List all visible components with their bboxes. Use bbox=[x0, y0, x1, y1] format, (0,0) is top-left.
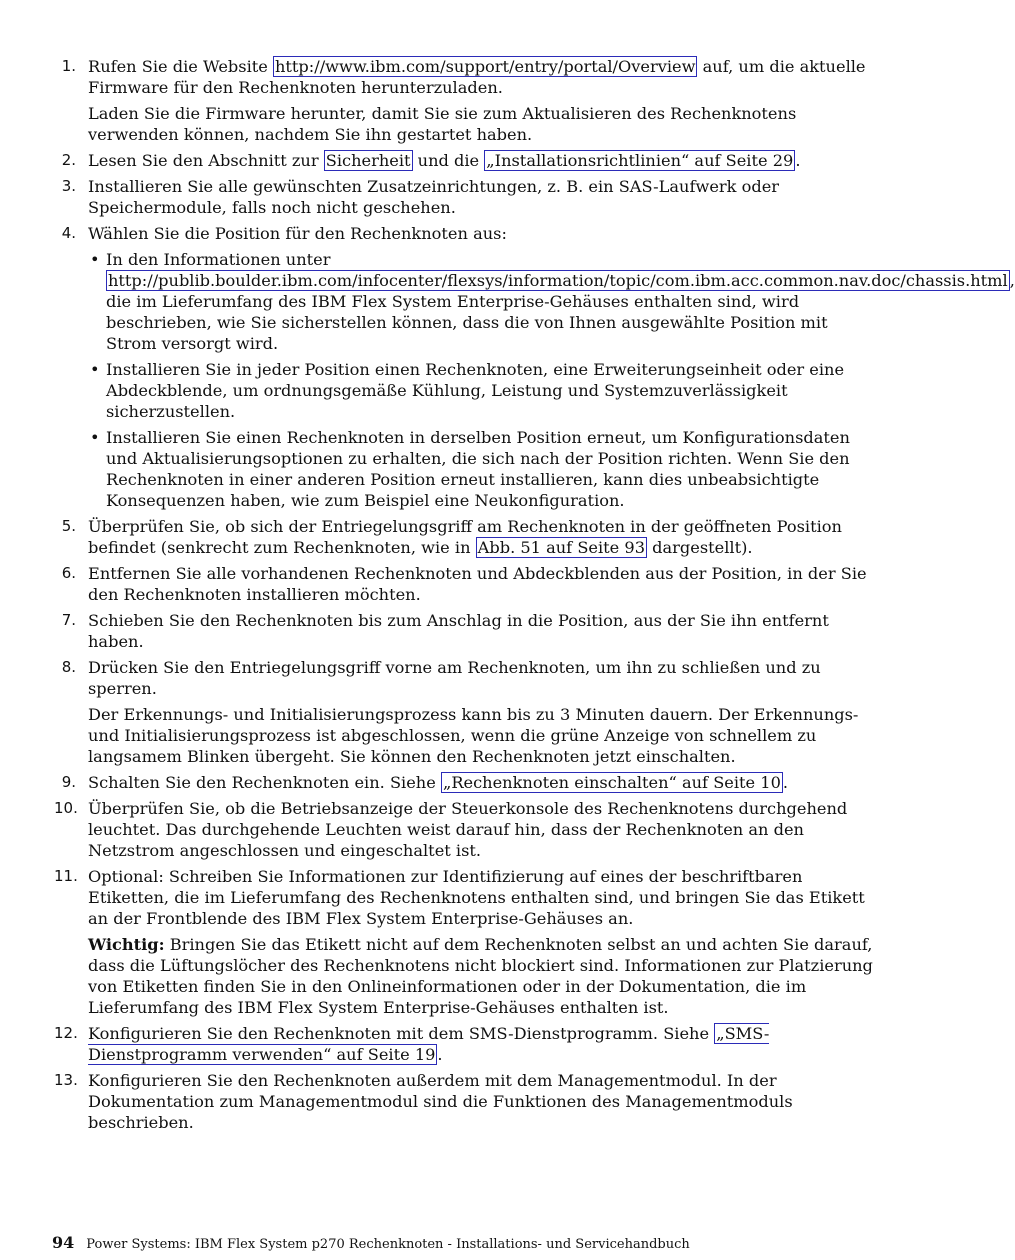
infocenter-chassis-link[interactable]: http://publib.boulder.ibm.com/infocenter/flexsys/information/topic/com.ibm.acc.common.nav.doc/chassis.html bbox=[108, 271, 1008, 290]
step-number: 13. bbox=[54, 1071, 78, 1089]
step-text: Lesen Sie den Abschnitt zur Sicherheit und die „Installationsrichtlinien“ auf Seite 29 . bbox=[88, 151, 801, 170]
installation-guidelines-link[interactable]: „Installationsrichtlinien“ auf Seite 29 bbox=[486, 151, 794, 170]
step-12 bbox=[54, 1023, 880, 1065]
step-7 bbox=[54, 610, 880, 652]
sms-utility-link[interactable]: „SMS-Dienstprogramm verwenden“ auf Seite 19 bbox=[88, 1024, 770, 1064]
step-number: 2. bbox=[61, 151, 76, 169]
bullet-item: • Installieren Sie in jeder Position einen Rechenknoten, eine Erweiterungseinheit oder eine Abdeckblende, um ordnungsgemäße Kühlung, Leistung und Systemzuverlässigkeit sicherzustellen. bbox=[90, 360, 845, 421]
step-number: 3. bbox=[61, 177, 76, 195]
step-number: 1. bbox=[61, 57, 76, 75]
step-number: 5. bbox=[61, 517, 76, 535]
step-13 bbox=[54, 1070, 880, 1133]
step-5 bbox=[54, 516, 880, 558]
step-number: 11. bbox=[54, 867, 78, 885]
step-number: 4. bbox=[61, 224, 76, 242]
step-number: 6. bbox=[61, 564, 76, 582]
step-number: 7. bbox=[61, 611, 76, 629]
installation-steps bbox=[54, 56, 1015, 1138]
step-6 bbox=[54, 563, 880, 605]
page-footer bbox=[52, 1232, 690, 1255]
safety-link[interactable]: Sicherheit bbox=[325, 151, 411, 170]
step-text: Schalten Sie den Rechenknoten ein. Siehe „Rechenknoten einschalten“ auf Seite 10 . bbox=[88, 773, 789, 792]
figure-51-link[interactable]: Abb. 51 auf Seite 93 bbox=[477, 538, 645, 557]
step-text: Wählen Sie die Position für den Rechenknoten aus: bbox=[88, 224, 507, 243]
step-text: Konfigurieren Sie den Rechenknoten außerdem mit dem Managementmodul. In der Dokumentation zum Managementmodul sind die Funktionen des Managementmoduls beschrieben. bbox=[88, 1071, 793, 1132]
step-8 bbox=[54, 657, 880, 767]
bullet-icon: • bbox=[90, 428, 100, 447]
step-text: Drücken Sie den Entriegelungsgriff vorne am Rechenknoten, um ihn zu schließen und zu sperren. bbox=[88, 658, 821, 698]
important-note: Wichtig: Bringen Sie das Etikett nicht auf dem Rechenknoten selbst an und achten Sie darauf, dass die Lüftungslöcher des Rechenknotens nicht blockiert sind. Informationen zur Platzierung von Etiketten finden Sie in den Onlineinformationen oder in der Dokumentation, die im Lieferumfang des IBM Flex System Enterprise-Gehäuses enthalten ist. bbox=[88, 935, 873, 1017]
step-number: 9. bbox=[61, 773, 76, 791]
step-9 bbox=[54, 772, 880, 793]
step-text: Rufen Sie die Website http://www.ibm.com/support/entry/portal/Overview auf, um die aktuelle Firmware für den Rechenknoten herunterzuladen. bbox=[88, 57, 866, 97]
bullet-item: • In den Informationen unter http://publib.boulder.ibm.com/infocenter/flexsys/information/topic/com.ibm.acc.common.nav.doc/chassis.html , die im Lieferumfang des IBM Flex System Enterprise-Gehäuses enthalten sind, wird beschrieben, wie Sie sicherstellen können, dass die von Ihnen ausgewählte Position mit Strom versorgt wird. bbox=[90, 250, 1015, 353]
step-number: 10. bbox=[54, 799, 78, 817]
important-label: Wichtig: bbox=[88, 935, 165, 954]
step-3 bbox=[54, 176, 880, 218]
step-text: Überprüfen Sie, ob die Betriebsanzeige der Steuerkonsole des Rechenknotens durchgehend leuchtet. Das durchgehende Leuchten weist darauf hin, dass der Rechenknoten an den Netzstrom angeschlossen und eingeschaltet ist. bbox=[88, 799, 848, 860]
position-bullets bbox=[88, 249, 1015, 511]
document-title: Power Systems: IBM Flex System p270 Rechenknoten - Installations- und Servicehandbuch bbox=[86, 1237, 690, 1252]
step-text: Installieren Sie alle gewünschten Zusatzeinrichtungen, z. B. ein SAS-Laufwerk oder Speichermodule, falls noch nicht geschehen. bbox=[88, 177, 780, 217]
step-text: Schieben Sie den Rechenknoten bis zum Anschlag in die Position, aus der Sie ihn entfernt haben. bbox=[88, 611, 829, 651]
ibm-support-portal-link[interactable]: http://www.ibm.com/support/entry/portal/Overview bbox=[275, 57, 696, 76]
bullet-item: • Installieren Sie einen Rechenknoten in derselben Position erneut, um Konfigurationsdaten und Aktualisierungsoptionen zu erhalten, die sich nach der Position richten. Wenn Sie den Rechenknoten in einer anderen Position erneut installieren, kann dies unbeabsichtigte Konsequenzen haben, wie zum Beispiel eine Neukonfiguration. bbox=[90, 428, 850, 510]
step-text: Konfigurieren Sie den Rechenknoten mit dem SMS-Dienstprogramm. Siehe „SMS-Dienstprogramm verwenden“ auf Seite 19 . bbox=[88, 1024, 770, 1064]
step-10 bbox=[54, 798, 880, 861]
bullet-icon: • bbox=[90, 360, 100, 379]
step-note: Laden Sie die Firmware herunter, damit Sie sie zum Aktualisieren des Rechenknotens verwenden können, nachdem Sie ihn gestartet haben. bbox=[88, 104, 797, 144]
step-note: Der Erkennungs- und Initialisierungsprozess kann bis zu 3 Minuten dauern. Der Erkennungs- und Initialisierungsprozess ist abgeschlossen, wenn die grüne Anzeige von schnellem zu langsamem Blinken übergeht. Sie können den Rechenknoten jetzt einschalten. bbox=[88, 705, 859, 766]
step-number: 12. bbox=[54, 1024, 78, 1042]
power-on-link[interactable]: „Rechenknoten einschalten“ auf Seite 10 bbox=[442, 773, 781, 792]
step-text: Entfernen Sie alle vorhandenen Rechenknoten und Abdeckblenden aus der Position, in der Sie den Rechenknoten installieren möchten. bbox=[88, 564, 867, 604]
step-text: Überprüfen Sie, ob sich der Entriegelungsgriff am Rechenknoten in der geöffneten Position befindet (senkrecht zum Rechenknoten, wie in Abb. 51 auf Seite 93 dargestellt). bbox=[88, 517, 842, 557]
page-number: 94 bbox=[52, 1233, 75, 1252]
step-text: Optional: Schreiben Sie Informationen zur Identifizierung auf eines der beschriftbaren Etiketten, die im Lieferumfang des Rechenknotens enthalten sind, und bringen Sie das Etikett an der Frontblende des IBM Flex System Enterprise-Gehäuses an. bbox=[88, 867, 865, 928]
step-1 bbox=[54, 56, 880, 145]
step-11 bbox=[54, 866, 880, 1018]
step-number: 8. bbox=[61, 658, 76, 676]
step-4 bbox=[54, 223, 1015, 511]
bullet-icon: • bbox=[90, 250, 100, 269]
step-2 bbox=[54, 150, 880, 171]
